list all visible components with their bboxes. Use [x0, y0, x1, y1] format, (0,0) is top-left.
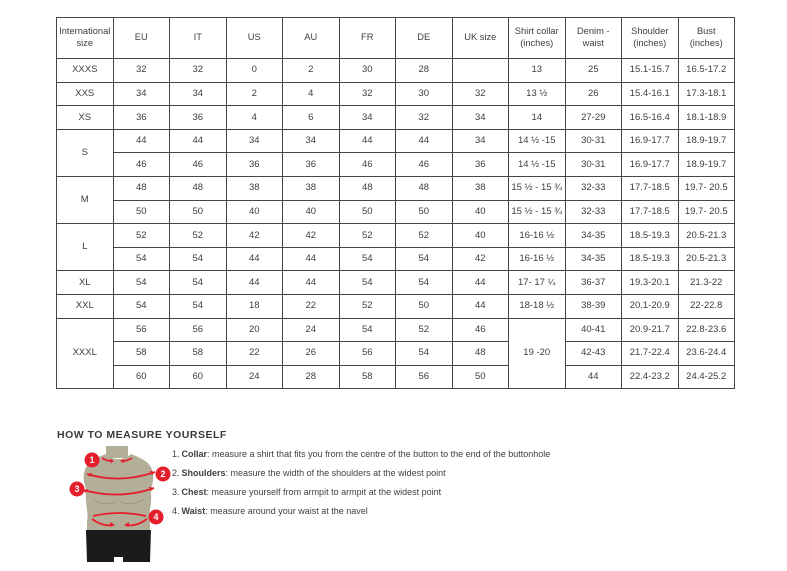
cell: 54 — [396, 247, 453, 271]
cell: 14 ½ -15 — [509, 153, 566, 177]
cell: 16.5-16.4 — [622, 106, 679, 130]
table-row — [57, 153, 735, 177]
cell: 22 — [283, 294, 340, 318]
cell: 36 — [113, 106, 170, 130]
column-header: Bust (inches) — [678, 18, 735, 59]
cell: 60 — [113, 365, 170, 389]
cell: 46 — [396, 153, 453, 177]
cell: 56 — [396, 365, 453, 389]
cell: 60 — [170, 365, 227, 389]
cell: 54 — [113, 294, 170, 318]
table-row — [57, 200, 735, 224]
cell: 17- 17 ¼ — [509, 271, 566, 295]
cell: 56 — [170, 318, 227, 342]
table-row — [57, 318, 735, 342]
table-row — [57, 224, 735, 248]
cell: 28 — [283, 365, 340, 389]
cell: 56 — [113, 318, 170, 342]
cell: 21.3-22 — [678, 271, 735, 295]
cell: 44 — [283, 271, 340, 295]
table-row — [57, 59, 735, 83]
cell: 52 — [396, 318, 453, 342]
measure-item — [172, 487, 732, 497]
cell: 4 — [283, 82, 340, 106]
mannequin-illustration — [66, 446, 178, 566]
cell: 54 — [113, 271, 170, 295]
cell: 42 — [283, 224, 340, 248]
cell: 40 — [452, 224, 509, 248]
cell: 46 — [113, 153, 170, 177]
mannequin-shorts — [86, 530, 151, 562]
column-header: IT — [170, 18, 227, 59]
cell: 54 — [170, 294, 227, 318]
cell: 22.8-23.6 — [678, 318, 735, 342]
column-header: FR — [339, 18, 396, 59]
cell: 34-35 — [565, 224, 622, 248]
cell: 32-33 — [565, 200, 622, 224]
cell: 20.9-21.7 — [622, 318, 679, 342]
measure-item-label: Waist — [181, 505, 206, 516]
measure-item-number: 3. — [172, 486, 180, 497]
cell: 18.5-19.3 — [622, 247, 679, 271]
cell: 48 — [396, 176, 453, 200]
cell: 36 — [452, 153, 509, 177]
measure-item — [172, 468, 732, 478]
size-table-header — [57, 18, 735, 59]
marker-2-label: 2 — [160, 469, 166, 480]
measure-list — [172, 449, 732, 524]
cell: 54 — [339, 247, 396, 271]
size-cell: XXXL — [57, 318, 114, 389]
cell: 21.7-22.4 — [622, 342, 679, 366]
cell: 17.7-18.5 — [622, 176, 679, 200]
column-header: US — [226, 18, 283, 59]
column-header: DE — [396, 18, 453, 59]
marker-3-label: 3 — [74, 484, 80, 495]
cell: 25 — [565, 59, 622, 83]
cell: 14 ½ -15 — [509, 129, 566, 153]
cell: 16.9-17.7 — [622, 129, 679, 153]
cell: 54 — [396, 342, 453, 366]
cell: 30-31 — [565, 153, 622, 177]
size-table — [56, 17, 735, 389]
table-row — [57, 294, 735, 318]
table-row — [57, 365, 735, 389]
cell — [452, 59, 509, 83]
marker-4-label: 4 — [153, 512, 159, 523]
cell: 42 — [452, 247, 509, 271]
cell: 18-18 ½ — [509, 294, 566, 318]
measure-section-title: HOW TO MEASURE YOURSELF — [57, 429, 227, 441]
cell: 58 — [113, 342, 170, 366]
size-cell: XXXS — [57, 59, 114, 83]
size-cell: M — [57, 176, 114, 223]
measure-item-number: 2. — [172, 467, 180, 478]
cell: 56 — [339, 342, 396, 366]
cell: 22 — [226, 342, 283, 366]
cell: 52 — [113, 224, 170, 248]
cell: 54 — [396, 271, 453, 295]
cell: 44 — [226, 247, 283, 271]
cell: 17.7-18.5 — [622, 200, 679, 224]
cell: 54 — [113, 247, 170, 271]
marker-1-label: 1 — [89, 455, 95, 466]
cell: 48 — [339, 176, 396, 200]
mannequin-neck — [106, 446, 128, 458]
cell: 44 — [452, 271, 509, 295]
cell: 16-16 ½ — [509, 224, 566, 248]
cell: 13 — [509, 59, 566, 83]
cell: 16-16 ½ — [509, 247, 566, 271]
cell: 42-43 — [565, 342, 622, 366]
column-header: UK size — [452, 18, 509, 59]
table-row — [57, 82, 735, 106]
cell: 36 — [226, 153, 283, 177]
table-row — [57, 271, 735, 295]
cell: 16.9-17.7 — [622, 153, 679, 177]
cell: 50 — [396, 294, 453, 318]
cell: 20 — [226, 318, 283, 342]
cell: 32 — [396, 106, 453, 130]
cell: 19.3-20.1 — [622, 271, 679, 295]
measure-item-text: : measure around your waist at the navel — [205, 505, 368, 516]
cell: 18.9-19.7 — [678, 153, 735, 177]
cell: 44 — [339, 129, 396, 153]
cell: 15.1-15.7 — [622, 59, 679, 83]
cell: 42 — [226, 224, 283, 248]
cell: 34 — [113, 82, 170, 106]
size-cell: XXL — [57, 294, 114, 318]
cell: 48 — [113, 176, 170, 200]
size-cell: XL — [57, 271, 114, 295]
cell: 30 — [339, 59, 396, 83]
cell: 52 — [396, 224, 453, 248]
cell: 24 — [226, 365, 283, 389]
column-header: International size — [57, 18, 114, 59]
header-row — [57, 18, 735, 59]
cell: 38-39 — [565, 294, 622, 318]
cell: 32 — [339, 82, 396, 106]
cell: 13 ½ — [509, 82, 566, 106]
cell: 20.5-21.3 — [678, 247, 735, 271]
cell: 50 — [170, 200, 227, 224]
cell: 32 — [113, 59, 170, 83]
cell: 2 — [226, 82, 283, 106]
cell: 46 — [170, 153, 227, 177]
cell: 17.3-18.1 — [678, 82, 735, 106]
cell: 24.4-25.2 — [678, 365, 735, 389]
cell: 22-22.8 — [678, 294, 735, 318]
cell: 20.5-21.3 — [678, 224, 735, 248]
cell: 44 — [226, 271, 283, 295]
measure-item-text: : measure the width of the shoulders at the widest point — [225, 467, 446, 478]
cell: 48 — [452, 342, 509, 366]
collar-merged-cell: 19 -20 — [509, 318, 566, 389]
cell: 18.9-19.7 — [678, 129, 735, 153]
cell: 36 — [283, 153, 340, 177]
cell: 24 — [283, 318, 340, 342]
size-cell: XS — [57, 106, 114, 130]
measure-item-number: 4. — [172, 505, 180, 516]
cell: 40 — [283, 200, 340, 224]
cell: 18 — [226, 294, 283, 318]
table-row — [57, 247, 735, 271]
cell: 15 ½ - 15 ¾ — [509, 200, 566, 224]
cell: 38 — [283, 176, 340, 200]
cell: 32 — [452, 82, 509, 106]
column-header: Denim - waist — [565, 18, 622, 59]
cell: 44 — [565, 365, 622, 389]
cell: 38 — [452, 176, 509, 200]
table-row — [57, 342, 735, 366]
size-cell: L — [57, 224, 114, 271]
cell: 44 — [170, 129, 227, 153]
cell: 54 — [339, 271, 396, 295]
cell: 4 — [226, 106, 283, 130]
cell: 34 — [170, 82, 227, 106]
column-header: Shoulder (inches) — [622, 18, 679, 59]
measure-item-label: Chest — [181, 486, 207, 497]
table-row — [57, 176, 735, 200]
cell: 40-41 — [565, 318, 622, 342]
cell: 16.5-17.2 — [678, 59, 735, 83]
cell: 15.4-16.1 — [622, 82, 679, 106]
table-row — [57, 106, 735, 130]
measure-item — [172, 506, 732, 516]
cell: 40 — [226, 200, 283, 224]
cell: 32-33 — [565, 176, 622, 200]
cell: 18.5-19.3 — [622, 224, 679, 248]
cell: 54 — [170, 247, 227, 271]
size-cell: XXS — [57, 82, 114, 106]
cell: 48 — [170, 176, 227, 200]
cell: 36 — [170, 106, 227, 130]
measure-item-text: : measure yourself from armpit to armpit at the widest point — [206, 486, 442, 497]
measure-item-number: 1. — [172, 449, 180, 459]
table-row — [57, 129, 735, 153]
measure-item-label: Shoulders — [181, 467, 226, 478]
cell: 2 — [283, 59, 340, 83]
cell: 14 — [509, 106, 566, 130]
column-header: EU — [113, 18, 170, 59]
cell: 34 — [452, 106, 509, 130]
cell: 18.1-18.9 — [678, 106, 735, 130]
cell: 34 — [339, 106, 396, 130]
cell: 46 — [452, 318, 509, 342]
cell: 22.4-23.2 — [622, 365, 679, 389]
cell: 34 — [283, 129, 340, 153]
cell: 34 — [452, 129, 509, 153]
measure-item-text: : measure a shirt that fits you from the centre of the button to the end of the buttonhole — [207, 449, 551, 459]
cell: 28 — [396, 59, 453, 83]
cell: 54 — [339, 318, 396, 342]
cell: 34 — [226, 129, 283, 153]
cell: 19.7- 20.5 — [678, 200, 735, 224]
cell: 46 — [339, 153, 396, 177]
cell: 23.6-24.4 — [678, 342, 735, 366]
cell: 30-31 — [565, 129, 622, 153]
cell: 36-37 — [565, 271, 622, 295]
cell: 27-29 — [565, 106, 622, 130]
column-header: Shirt collar (inches) — [509, 18, 566, 59]
cell: 32 — [170, 59, 227, 83]
cell: 44 — [283, 247, 340, 271]
mannequin-figure — [66, 446, 178, 566]
cell: 40 — [452, 200, 509, 224]
cell: 26 — [283, 342, 340, 366]
measure-item — [172, 449, 732, 459]
cell: 0 — [226, 59, 283, 83]
size-table-body — [57, 59, 735, 389]
cell: 19.7- 20.5 — [678, 176, 735, 200]
cell: 34-35 — [565, 247, 622, 271]
cell: 44 — [396, 129, 453, 153]
cell: 30 — [396, 82, 453, 106]
size-cell: S — [57, 129, 114, 176]
cell: 50 — [113, 200, 170, 224]
cell: 52 — [170, 224, 227, 248]
cell: 52 — [339, 224, 396, 248]
cell: 6 — [283, 106, 340, 130]
column-header: AU — [283, 18, 340, 59]
cell: 50 — [452, 365, 509, 389]
cell: 20.1-20.9 — [622, 294, 679, 318]
cell: 58 — [170, 342, 227, 366]
cell: 50 — [339, 200, 396, 224]
cell: 52 — [339, 294, 396, 318]
cell: 58 — [339, 365, 396, 389]
cell: 44 — [452, 294, 509, 318]
cell: 50 — [396, 200, 453, 224]
cell: 44 — [113, 129, 170, 153]
cell: 54 — [170, 271, 227, 295]
cell: 38 — [226, 176, 283, 200]
cell: 26 — [565, 82, 622, 106]
measure-item-label: Collar — [181, 449, 208, 459]
cell: 15 ½ - 15 ¾ — [509, 176, 566, 200]
